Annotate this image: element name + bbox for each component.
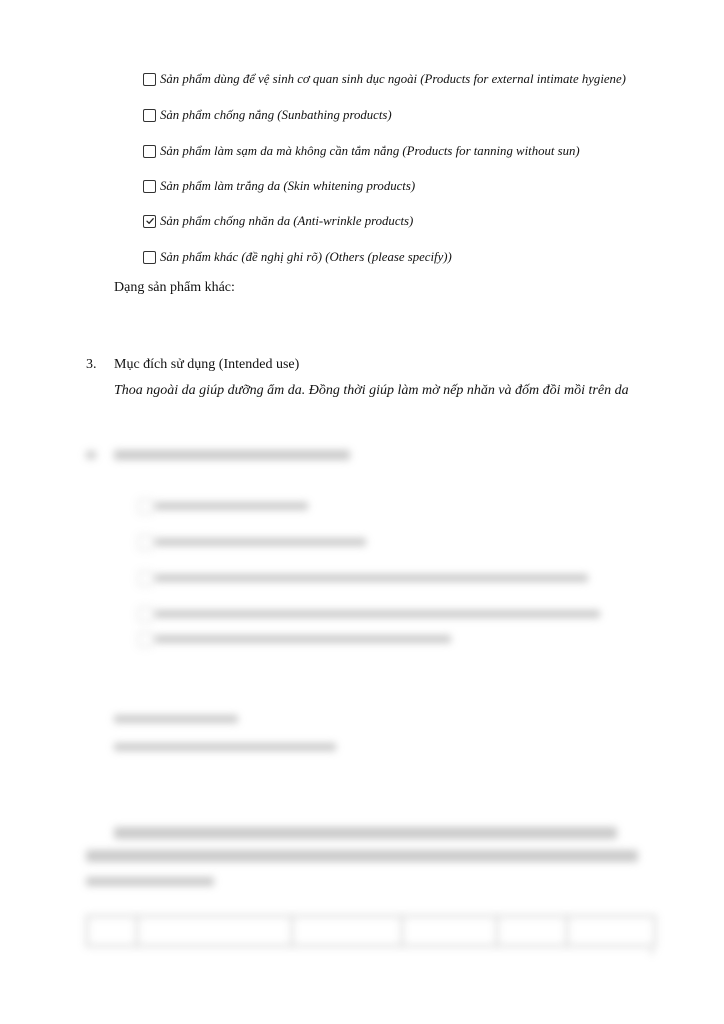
obscured-subheading (86, 877, 214, 886)
checklist-item[interactable] (143, 106, 392, 124)
obscured-option-text (155, 610, 600, 618)
obscured-option-text (155, 538, 366, 546)
obscured-section-heading-text (114, 450, 350, 460)
checkbox-unchecked-icon[interactable] (143, 109, 156, 122)
checklist-item[interactable] (143, 177, 415, 195)
checklist-item-label: Sản phẩm chống nhăn da (Anti-wrinkle products) (160, 214, 414, 228)
obscured-option-text (155, 574, 588, 582)
checkbox-unchecked-icon[interactable] (143, 180, 156, 193)
obscured-table-cell (88, 917, 138, 945)
obscured-table-cell (498, 917, 568, 945)
section-number: 3. (86, 357, 97, 372)
obscured-table (86, 915, 656, 947)
obscured-table-cell (138, 917, 293, 945)
checkbox-unchecked-icon[interactable] (143, 251, 156, 264)
obscured-checkbox (138, 607, 153, 622)
obscured-table-cell (293, 917, 403, 945)
checklist-item-label: Sản phẩm khác (đề nghị ghi rõ) (Others (please specify)) (160, 250, 452, 264)
obscured-table-cell (568, 917, 654, 945)
obscured-table-cell (403, 917, 498, 945)
checkbox-unchecked-icon[interactable] (143, 73, 156, 86)
obscured-other-value (114, 743, 336, 751)
section-value: Thoa ngoài da giúp dưỡng ẩm da. Đồng thời giúp làm mờ nếp nhăn và đốm đồi mồi trên da (114, 383, 629, 398)
obscured-option-text (155, 502, 308, 510)
obscured-other-label (114, 715, 238, 723)
checklist-item[interactable] (143, 142, 580, 160)
checkbox-checked-icon[interactable] (143, 215, 156, 228)
obscured-checkbox (138, 632, 153, 647)
obscured-section-heading (86, 451, 96, 459)
checklist-item-label: Sản phẩm chống nắng (Sunbathing products) (160, 108, 392, 122)
section-title: Mục đích sử dụng (Intended use) (114, 357, 300, 372)
checklist-item-label: Sản phẩm làm sạm da mà không cần tắm nắng (Products for tanning without sun) (160, 144, 580, 158)
obscured-document-content (0, 430, 724, 1024)
checklist-item-label: Sản phẩm dùng để vệ sinh cơ quan sinh dục ngoài (Products for external intimate hygiene) (160, 72, 626, 86)
obscured-checkbox (138, 571, 153, 586)
obscured-page-number (650, 950, 654, 954)
obscured-checkbox (138, 535, 153, 550)
obscured-heading-line (86, 850, 638, 862)
checklist-item[interactable] (143, 248, 452, 266)
obscured-heading-line (114, 827, 617, 839)
checklist-item-label: Sản phẩm làm trắng da (Skin whitening products) (160, 179, 416, 193)
obscured-option-text (155, 635, 451, 643)
checklist-item[interactable] (143, 70, 626, 88)
checkbox-unchecked-icon[interactable] (143, 145, 156, 158)
other-product-label: Dạng sản phẩm khác: (114, 280, 235, 295)
checklist-item[interactable] (143, 212, 413, 230)
obscured-checkbox (138, 499, 153, 514)
